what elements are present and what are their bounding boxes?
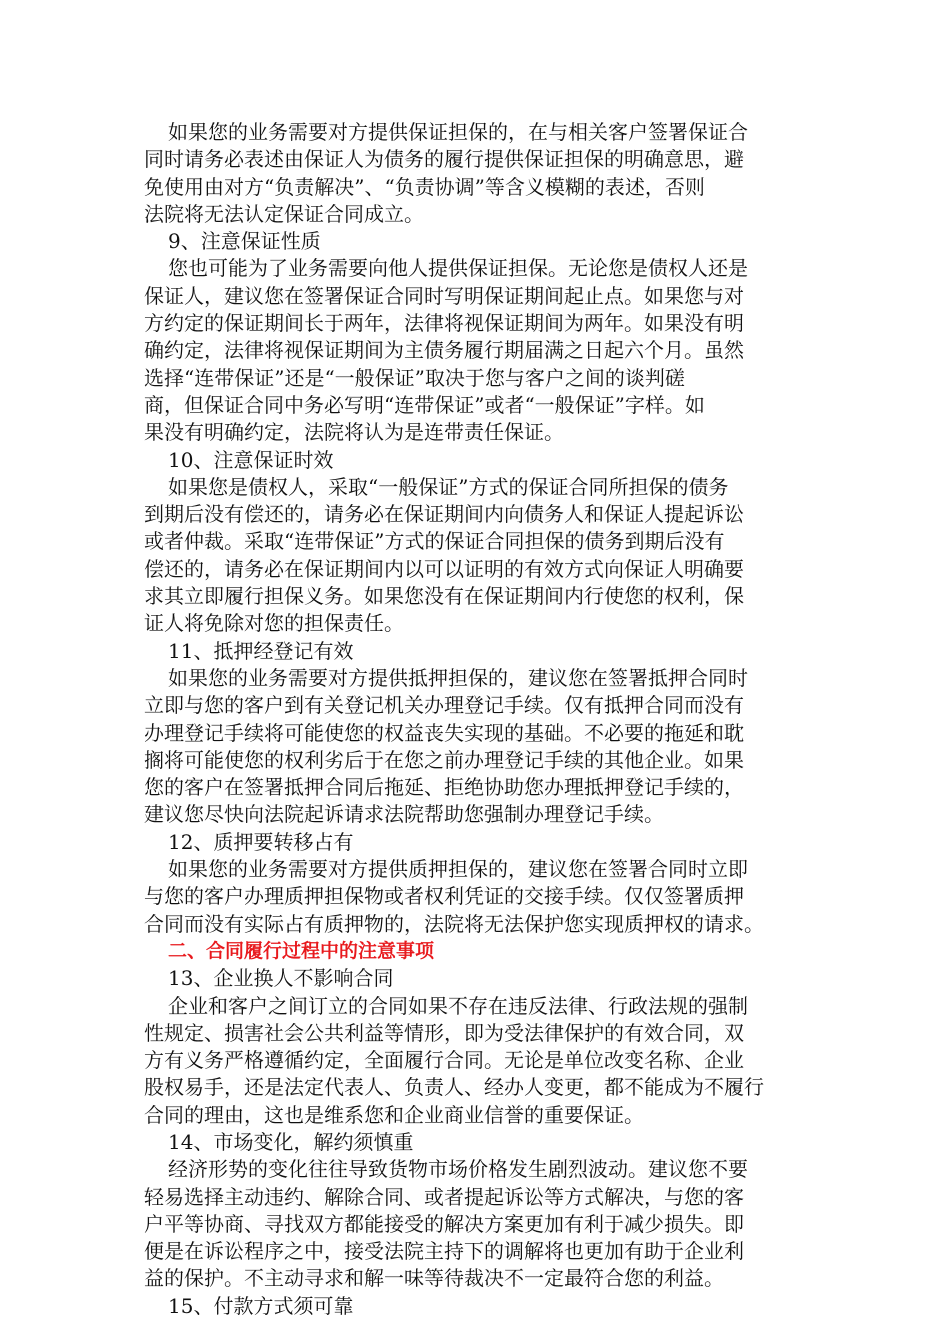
paragraph bbox=[144, 255, 816, 446]
paragraph-line: 偿还的，请务必在保证期间内以可以证明的有效方式向保证人明确要 bbox=[144, 556, 744, 581]
paragraph-line: 法院将无法认定保证合同成立。 bbox=[144, 201, 424, 226]
paragraph bbox=[144, 665, 816, 829]
clause-heading-text: 10、注意保证时效 bbox=[168, 447, 334, 472]
paragraph-line: 搁将可能使您的权利劣后于在您之前办理登记手续的其他企业。如果 bbox=[144, 747, 744, 772]
paragraph-line: 确约定，法律将视保证期间为主债务履行期届满之日起六个月。虽然 bbox=[144, 338, 744, 363]
clause-heading bbox=[144, 1129, 816, 1156]
paragraph-line: 合同而没有实际占有质押物的，法院将无法保护您实现质押权的请求。 bbox=[144, 911, 764, 936]
clause-heading-text: 15、付款方式须可靠 bbox=[168, 1293, 354, 1318]
clause-heading bbox=[144, 447, 816, 474]
paragraph-line: 如果您是债权人，采取“一般保证”方式的保证合同所担保的债务 bbox=[168, 474, 729, 499]
paragraph bbox=[144, 119, 816, 228]
paragraph bbox=[144, 856, 816, 938]
paragraph-line: 户平等协商、寻找双方都能接受的解决方案更加有利于减少损失。即 bbox=[144, 1211, 744, 1236]
paragraph-line: 或者仲裁。采取“连带保证”方式的保证合同担保的债务到期后没有 bbox=[144, 529, 725, 554]
paragraph-line: 您也可能为了业务需要向他人提供保证担保。无论您是债权人还是 bbox=[168, 256, 748, 281]
clause-heading bbox=[144, 638, 816, 665]
paragraph-line: 益的保护。不主动寻求和解一味等待裁决不一定最符合您的利益。 bbox=[144, 1266, 724, 1291]
paragraph-line: 便是在诉讼程序之中，接受法院主持下的调解将也更加有助于企业利 bbox=[144, 1239, 744, 1264]
paragraph-line: 免使用由对方“负责解决”、“负责协调”等含义模糊的表述，否则 bbox=[144, 174, 705, 199]
paragraph-line: 求其立即履行担保义务。如果您没有在保证期间内行使您的权利，保 bbox=[144, 584, 744, 609]
paragraph-line: 如果您的业务需要对方提供保证担保的，在与相关客户签署保证合 bbox=[168, 120, 748, 144]
paragraph-line: 证人将免除对您的担保责任。 bbox=[144, 611, 404, 636]
clause-heading bbox=[144, 1293, 816, 1320]
clause-heading-text: 13、企业换人不影响合同 bbox=[168, 966, 394, 991]
clause-heading-text: 11、抵押经登记有效 bbox=[168, 638, 354, 663]
paragraph-line: 办理登记手续将可能使您的权益丧失实现的基础。不必要的拖延和耽 bbox=[144, 720, 744, 745]
clause-heading-text: 9、注意保证性质 bbox=[168, 229, 321, 254]
section-heading-text: 二、合同履行过程中的注意事项 bbox=[168, 939, 435, 962]
paragraph-line: 如果您的业务需要对方提供质押担保的，建议您在签署合同时立即 bbox=[168, 857, 748, 882]
paragraph-line: 如果您的业务需要对方提供抵押担保的，建议您在签署抵押合同时 bbox=[168, 665, 748, 690]
document-body bbox=[144, 119, 816, 1320]
paragraph-line: 方有义务严格遵循约定，全面履行合同。无论是单位改变名称、企业 bbox=[144, 1048, 744, 1073]
paragraph-line: 立即与您的客户到有关登记机关办理登记手续。仅有抵押合同而没有 bbox=[144, 693, 744, 718]
paragraph-line: 到期后没有偿还的，请务必在保证期间内向债务人和保证人提起诉讼 bbox=[144, 502, 744, 527]
paragraph-line: 轻易选择主动违约、解除合同、或者提起诉讼等方式解决，与您的客 bbox=[144, 1184, 744, 1209]
paragraph-line: 企业和客户之间订立的合同如果不存在违反法律、行政法规的强制 bbox=[168, 993, 748, 1018]
clause-heading bbox=[144, 965, 816, 992]
clause-heading bbox=[144, 228, 816, 255]
paragraph-line: 与您的客户办理质押担保物或者权利凭证的交接手续。仅仅签署质押 bbox=[144, 884, 744, 909]
paragraph-line: 选择“连带保证”还是“一般保证”取决于您与客户之间的谈判磋 bbox=[144, 365, 685, 390]
paragraph-line: 您的客户在签署抵押合同后拖延、拒绝协助您办理抵押登记手续的， bbox=[144, 775, 744, 800]
section-heading bbox=[144, 938, 816, 965]
clause-heading-text: 12、质押要转移占有 bbox=[168, 829, 354, 854]
paragraph-line: 建议您尽快向法院起诉请求法院帮助您强制办理登记手续。 bbox=[144, 802, 664, 827]
paragraph bbox=[144, 993, 816, 1129]
paragraph bbox=[144, 474, 816, 638]
paragraph-line: 同时请务必表述由保证人为债务的履行提供保证担保的明确意思，避 bbox=[144, 147, 744, 172]
clause-heading-text: 14、市场变化，解约须慎重 bbox=[168, 1129, 414, 1154]
paragraph-line: 商，但保证合同中务必写明“连带保证”或者“一般保证”字样。如 bbox=[144, 392, 705, 417]
paragraph-line: 果没有明确约定，法院将认为是连带责任保证。 bbox=[144, 420, 564, 445]
paragraph-line: 经济形势的变化往往导致货物市场价格发生剧烈波动。建议您不要 bbox=[168, 1157, 748, 1182]
paragraph-line: 保证人，建议您在签署保证合同时写明保证期间起止点。如果您与对 bbox=[144, 283, 744, 308]
paragraph-line: 性规定、损害社会公共利益等情形，即为受法律保护的有效合同，双 bbox=[144, 1020, 744, 1045]
paragraph-line: 股权易手，还是法定代表人、负责人、经办人变更，都不能成为不履行 bbox=[144, 1075, 764, 1100]
paragraph-line: 合同的理由，这也是维系您和企业商业信誉的重要保证。 bbox=[144, 1102, 644, 1127]
paragraph-line: 方约定的保证期间长于两年，法律将视保证期间为两年。如果没有明 bbox=[144, 311, 744, 336]
paragraph bbox=[144, 1156, 816, 1292]
clause-heading bbox=[144, 829, 816, 856]
